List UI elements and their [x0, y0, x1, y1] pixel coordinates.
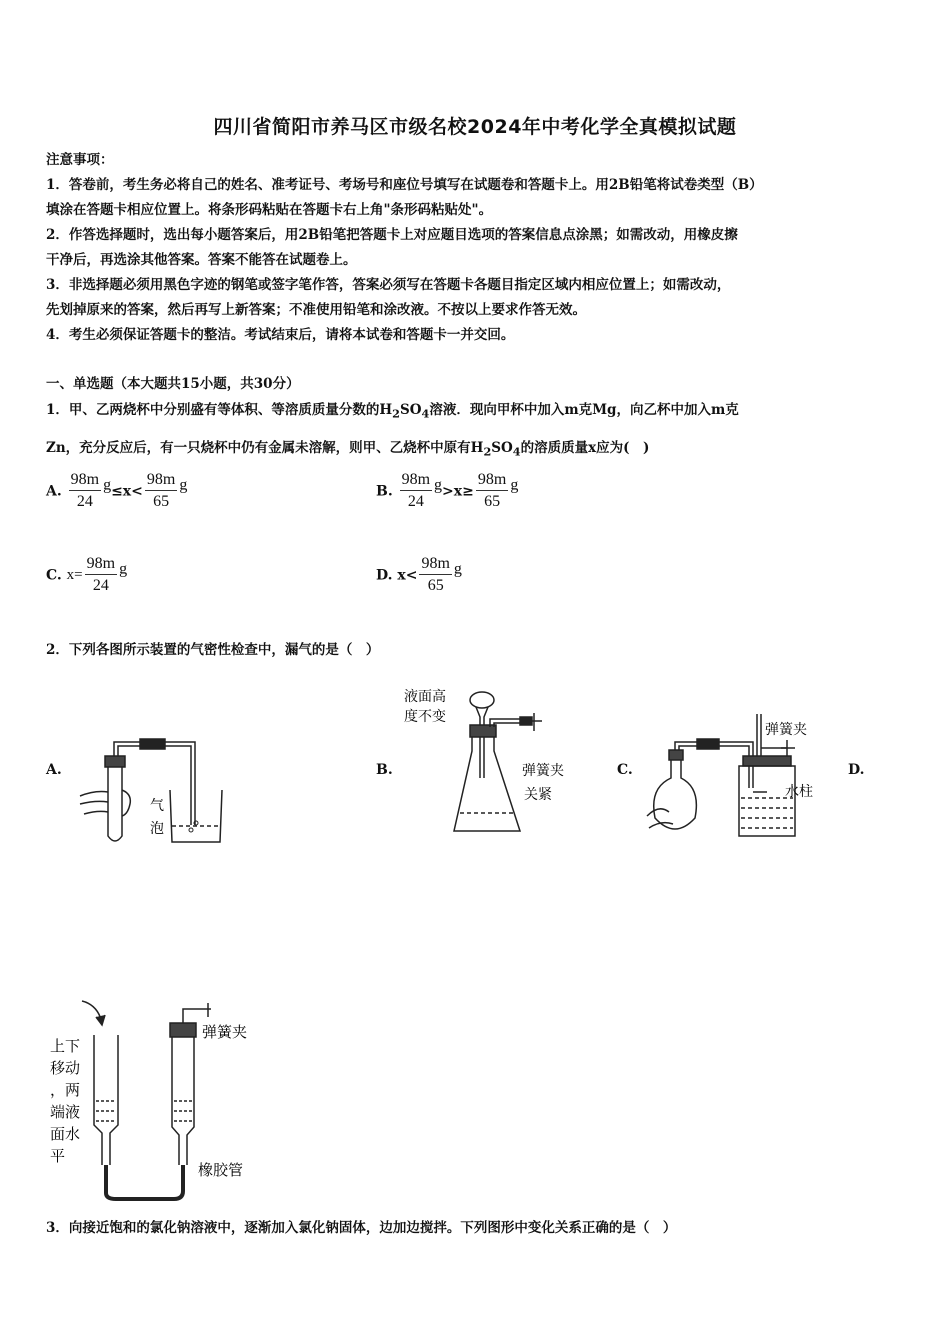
- figure-a-apparatus: [70, 730, 230, 850]
- figure-c-label: 水柱: [785, 784, 813, 800]
- q2-option-d[interactable]: D.: [848, 762, 865, 778]
- notice-line: 干净后，再选涂其他答案。答案不能答在试题卷上。: [46, 252, 357, 268]
- notice-line: 1．答卷前，考生务必将自己的姓名、准考证号、考场号和座位号填写在试题卷和答题卡上。用2B铅笔将试卷类型（B）: [46, 177, 763, 193]
- figure-d-label: 端液: [50, 1103, 81, 1121]
- fraction: $\frac{98m}{24}$: [70, 471, 100, 510]
- figure-d-label: 橡胶管: [198, 1161, 244, 1179]
- notice-line: 填涂在答题卡相应位置上。将条形码粘贴在答题卡右上角"条形码粘贴处"。: [46, 202, 493, 218]
- figure-b-label: 弹簧夹: [522, 763, 564, 779]
- q2-option-c[interactable]: C.: [617, 762, 633, 778]
- q3-stem: 3．向接近饱和的氯化钠溶液中，逐渐加入氯化钠固体，边加边搅拌。下列图形中变化关系正确的是（ ）: [46, 1220, 677, 1236]
- figure-b-label: 关紧: [524, 787, 552, 803]
- figure-b-label: 度不变: [404, 709, 446, 725]
- notice-line: 4．考生必须保证答题卡的整洁。考试结束后，请将本试卷和答题卡一并交回。: [46, 327, 515, 343]
- fraction: $\frac{98m}{24}$: [86, 555, 116, 594]
- figure-d-apparatus: [46, 995, 266, 1205]
- figure-c-label: 弹簧夹: [765, 722, 807, 738]
- q2-option-b[interactable]: B.: [376, 762, 393, 778]
- figure-d-label: ，两: [50, 1081, 81, 1099]
- fraction: $\frac{98m}{65}$: [477, 471, 507, 510]
- figure-d-label: 面水: [50, 1125, 81, 1143]
- q1-option-b[interactable]: B. $\frac{98m}{24}$ g>x≥ $\frac{98m}{65}$ g: [376, 470, 518, 513]
- page-title: 四川省简阳市养马区市级名校2024年中考化学全真模拟试题: [213, 116, 737, 138]
- fraction: $\frac{98m}{24}$: [401, 471, 431, 510]
- fraction: $\frac{98m}{65}$: [421, 555, 450, 594]
- notice-line: 3．非选择题必须用黑色字迹的钢笔或签字笔作答，答案必须写在答题卡各题目指定区域内相应位置上；如需改动，: [46, 277, 731, 293]
- figure-d-label: 弹簧夹: [202, 1023, 248, 1041]
- figure-a-label: 泡: [150, 821, 164, 837]
- notice-heading: 注意事项：: [46, 152, 114, 168]
- q1-stem-line1: 1．甲、乙两烧杯中分别盛有等体积、等溶质质量分数的$H_2SO_4$溶液．现向甲杯中加入m克Mg，向乙杯中加入m克: [46, 402, 739, 421]
- q1-option-a[interactable]: A. $\frac{98m}{24}$ g≤x< $\frac{98m}{65}$ g: [46, 470, 187, 513]
- section-heading: 一、单选题（本大题共15小题，共30分）: [46, 376, 300, 392]
- figure-d-label: 平: [50, 1147, 66, 1165]
- notice-line: 先划掉原来的答案，然后再写上新答案；不准使用铅笔和涂改液。不按以上要求作答无效。: [46, 302, 586, 318]
- figure-c-apparatus: [635, 708, 835, 843]
- q1-option-c[interactable]: C. x= $\frac{98m}{24}$ g: [46, 554, 127, 597]
- q1-option-d[interactable]: D. x< $\frac{98m}{65}$ g: [376, 554, 462, 597]
- notice-line: 2．作答选择题时，选出每小题答案后，用2B铅笔把答题卡上对应题目选项的答案信息点涂黑；如需改动，用橡皮擦: [46, 227, 738, 243]
- figure-a-label: 气: [150, 798, 164, 814]
- figure-b-apparatus: [402, 683, 592, 843]
- q2-option-a[interactable]: A.: [46, 762, 62, 778]
- figure-d-label: 移动: [50, 1059, 81, 1077]
- q2-stem: 2．下列各图所示装置的气密性检查中，漏气的是（ ）: [46, 642, 380, 658]
- q1-stem-line2: Zn，充分反应后，有一只烧杯中仍有金属未溶解，则甲、乙烧杯中原有$H_2SO_4$的溶质质量x应为( ): [46, 440, 650, 459]
- figure-d-label: 上下: [50, 1037, 81, 1055]
- figure-b-label: 液面高: [404, 689, 446, 705]
- fraction: $\frac{98m}{65}$: [146, 471, 176, 510]
